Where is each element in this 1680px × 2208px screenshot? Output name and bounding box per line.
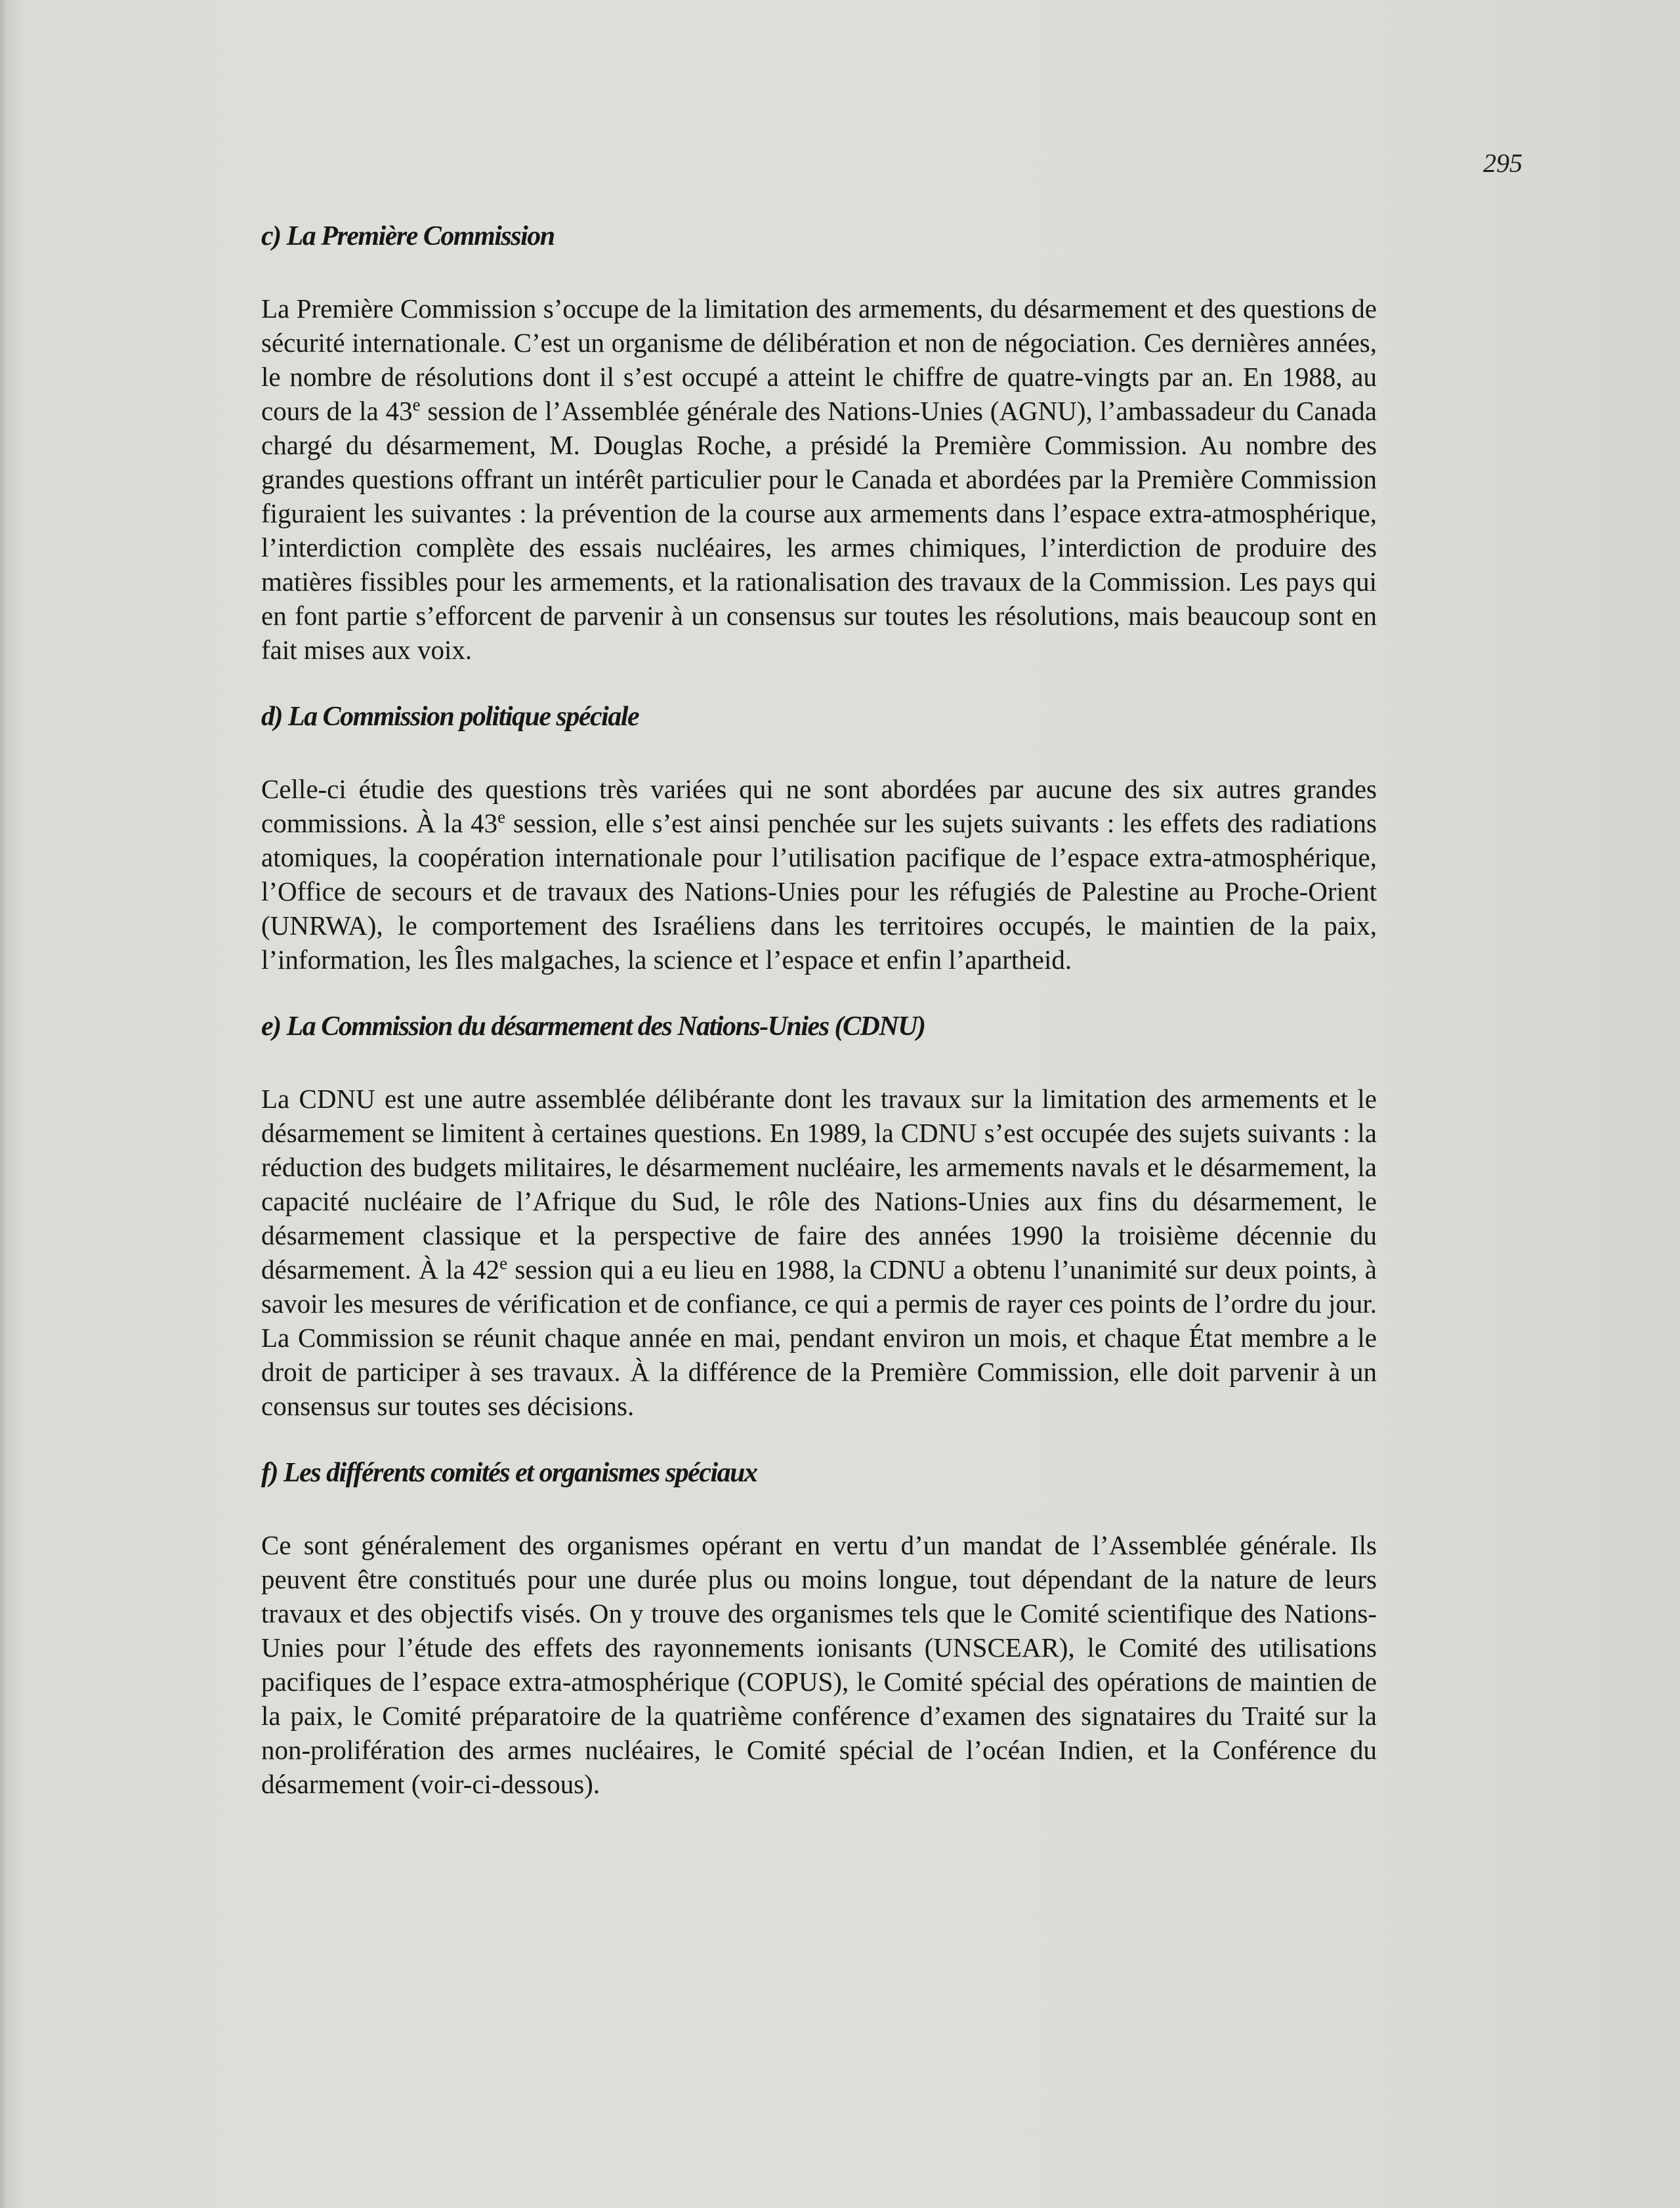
section-paragraph: La Première Commission s’occupe de la limitation des armements, du désarmement et des questions de sécurité internationale. C’est un organisme de délibération et non de négociation. Ces dernières années, le nombre de résolutions dont il s’est occupé a atteint le chiffre de quatre-vingts par an. En 1988, au cours de la 43e session de l’Assemblée générale des Nations-Unies (AGNU), l’ambassadeur du Canada chargé du désarmement, M. Douglas Roche, a présidé la Première Commission. Au nombre des grandes questions offrant un intérêt particulier pour le Canada et abordées par la Première Commission figuraient les suivantes : la prévention de la course aux armements dans l’espace extra-atmosphérique, l’interdiction complète des essais nucléaires, les armes chimiques, l’interdiction de produire des matières fissibles pour les armements, et la rationalisation des travaux de la Commission. Les pays qui en font partie s’efforcent de parvenir à un consensus sur toutes les résolutions, mais beaucoup sont en fait mises aux voix. [261, 293, 1377, 665]
page-number: 295 [1483, 148, 1522, 178]
document-body [261, 218, 1377, 1833]
section-e [261, 1008, 1377, 1423]
section-heading: c) La Première Commission [261, 221, 555, 251]
section-c [261, 218, 1377, 667]
section-f [261, 1454, 1377, 1801]
section-heading: d) La Commission politique spéciale [261, 702, 639, 732]
section-paragraph: Ce sont généralement des organismes opérant en vertu d’un mandat de l’Assemblée générale. Ils peuvent être constitués pour une durée plus ou moins longue, tout dépendant de la nature de leurs travaux et des objectifs visés. On y trouve des organismes tels que le Comité scientifique des Nations-Unies pour l’étude des effets des rayonnements ionisants (UNSCEAR), le Comité des utilisations pacifiques de l’espace extra-atmosphérique (COPUS), le Comité spécial des opérations de maintien de la paix, le Comité préparatoire de la quatrième conférence d’examen des signataires du Traité sur la non-prolifération des armes nucléaires, le Comité spécial de l’océan Indien, et la Conférence du désarmement (voir-ci-dessous). [261, 1530, 1377, 1799]
section-heading: f) Les différents comités et organismes spéciaux [261, 1458, 757, 1488]
section-heading: e) La Commission du désarmement des Nations-Unies (CDNU) [261, 1011, 925, 1042]
section-d [261, 698, 1377, 977]
section-paragraph: Celle-ci étudie des questions très variées qui ne sont abordées par aucune des six autres grandes commissions. À la 43e session, elle s’est ainsi penchée sur les sujets suivants : les effets des radiations atomiques, la coopération internationale pour l’utilisation pacifique de l’espace extra-atmosphérique, l’Office de secours et de travaux des Nations-Unies pour les réfugiés de Palestine au Proche-Orient (UNRWA), le comportement des Israéliens dans les territoires occupés, le maintien de la paix, l’information, les Îles malgaches, la science et l’espace et enfin l’apartheid. [261, 774, 1377, 975]
section-paragraph: La CDNU est une autre assemblée délibérante dont les travaux sur la limitation des armements et le désarmement se limitent à certaines questions. En 1989, la CDNU s’est occupée des sujets suivants : la réduction des budgets militaires, le désarmement nucléaire, les armements navals et le désarmement, la capacité nucléaire de l’Afrique du Sud, le rôle des Nations-Unies aux fins du désarmement, le désarmement classique et la perspective de faire des années 1990 la troisième décennie du désarmement. À la 42e session qui a eu lieu en 1988, la CDNU a obtenu l’unanimité sur deux points, à savoir les mesures de vérification et de confiance, ce qui a permis de rayer ces points de l’ordre du jour. La Commission se réunit chaque année en mai, pendant environ un mois, et chaque État membre a le droit de participer à ses travaux. À la différence de la Première Commission, elle doit parvenir à un consensus sur toutes ses décisions. [261, 1084, 1377, 1421]
superscript: e [497, 807, 506, 827]
superscript: e [412, 394, 421, 415]
superscript: e [499, 1253, 508, 1273]
